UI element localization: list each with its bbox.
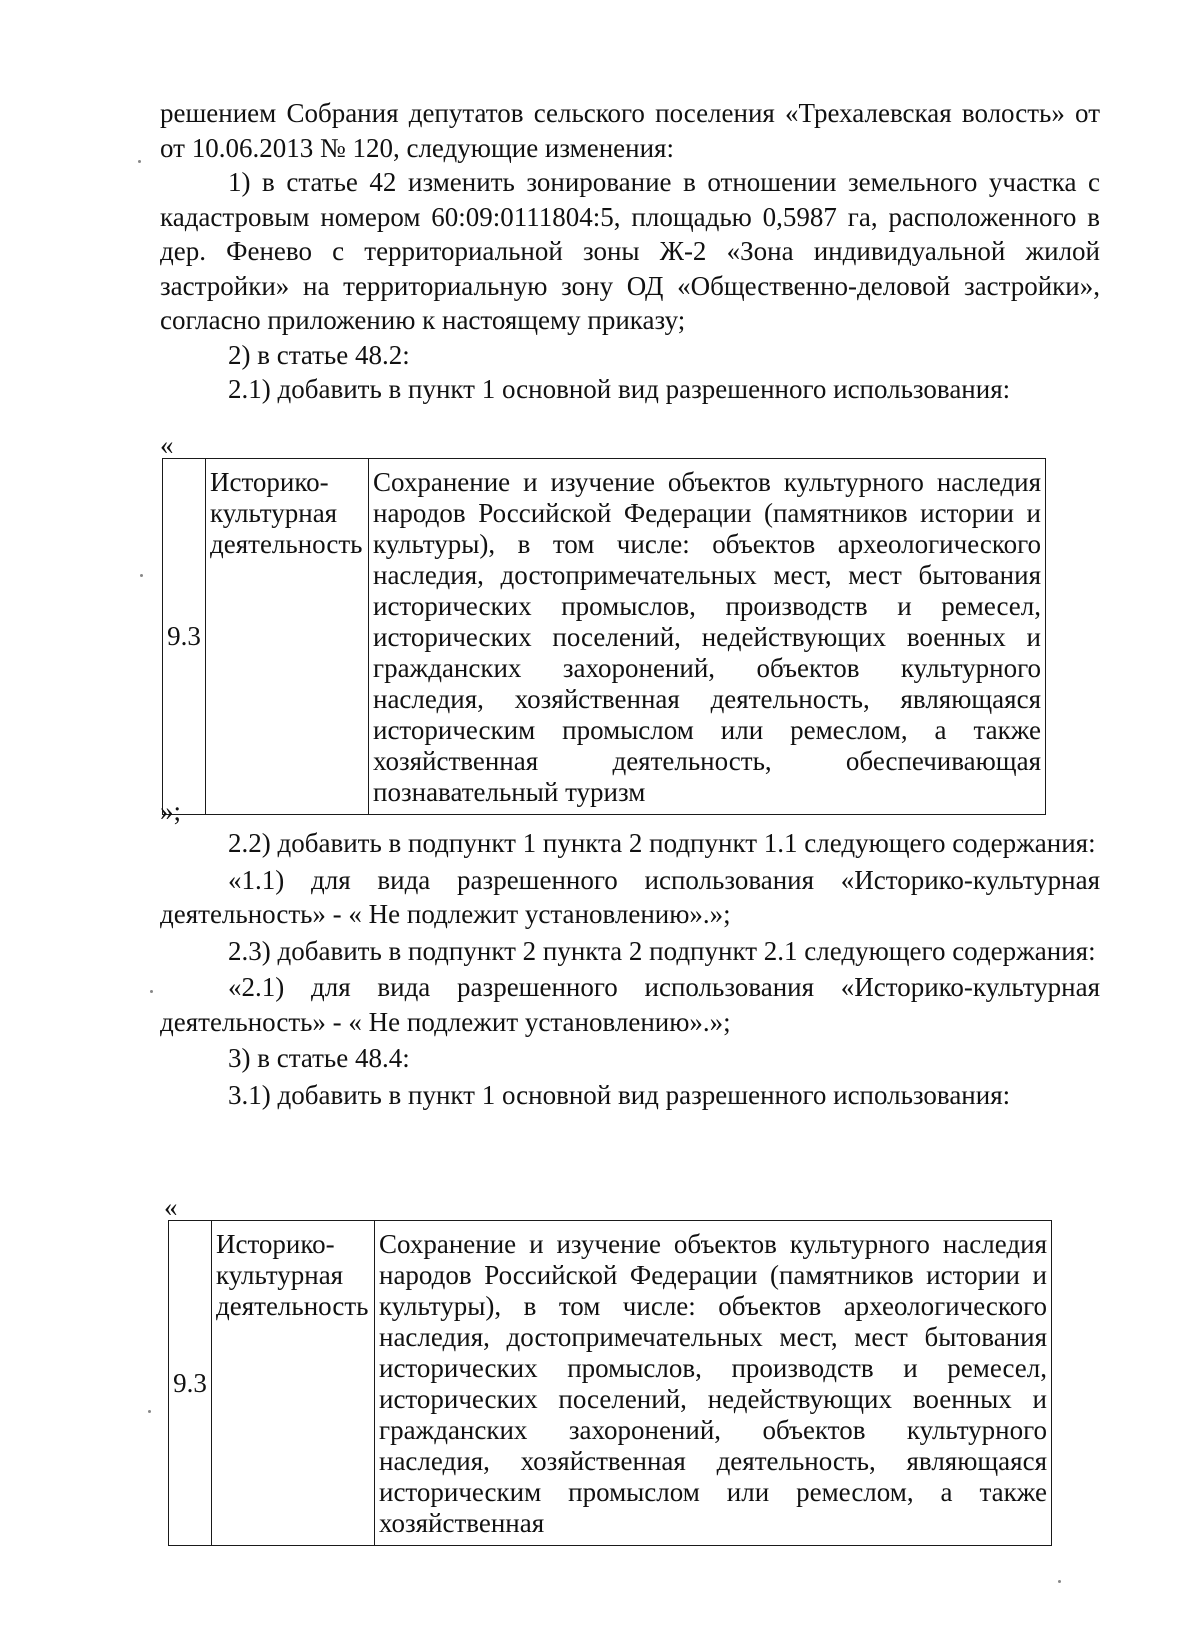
table-row <box>169 1221 1052 1546</box>
scan-speck <box>150 990 153 993</box>
table-cell-desc: Сохранение и изучение объектов культурного наследия народов Российской Федерации (памятников истории и культуры), в том числе: объектов археологического наследия, достопримечательных мест, мест бытования исторических промыслов, производств и ремесел, исторических поселений, недействующих военных и гражданских захоронений, объектов культурного наследия, хозяйственная деятельность, являющаяся историческим промыслом или ремеслом, а также хозяйственная <box>375 1221 1052 1546</box>
paragraph-item-2-3: 2.3) добавить в подпункт 2 пункта 2 подпункт 2.1 следующего содержания: <box>228 935 1096 966</box>
paragraph-item-2-2: 2.2) добавить в подпункт 1 пункта 2 подпункт 1.1 следующего содержания: <box>228 828 1096 858</box>
land-use-table-1 <box>162 458 1046 815</box>
table-cell-num: 9.3 <box>169 1221 212 1546</box>
table-cell-num: 9.3 <box>163 459 206 815</box>
quote-open-2-wrap <box>164 1192 178 1222</box>
intro-text-block <box>160 96 1100 407</box>
scan-speck <box>140 574 143 577</box>
scan-speck <box>148 1410 151 1413</box>
scan-speck <box>138 160 141 163</box>
scan-speck <box>1058 1580 1061 1583</box>
quote-open-1: « <box>160 430 174 460</box>
paragraph-item-3: 3) в статье 48.4: <box>228 1043 410 1073</box>
paragraph-item-2: 2) в статье 48.2: <box>228 339 410 370</box>
table-1-wrap <box>162 458 1046 815</box>
table-2-wrap <box>168 1220 1052 1546</box>
paragraph-item-1-1: «1.1) для вида разрешенного использования «Историко-культурная деятельность» - « Не подлежит установлению».»; <box>160 864 1100 929</box>
table-cell-name: Историко-культурная деятельность <box>206 459 369 815</box>
land-use-table-2 <box>168 1220 1052 1546</box>
table-row <box>163 459 1046 815</box>
paragraph-intro: решением Собрания депутатов сельского поселения «Трехалевская волость» от от 10.06.2013 № 120, следующие изменения: <box>160 98 1100 163</box>
quote-close-1-wrap <box>160 796 181 826</box>
paragraph-item-2-1-sub: «2.1) для вида разрешенного использования «Историко-культурная деятельность» - « Не подлежит установлению».»; <box>160 972 1100 1037</box>
quote-close-1: »; <box>160 796 182 826</box>
paragraph-item-2-1: 2.1) добавить в пункт 1 основной вид разрешенного использования: <box>228 374 1011 404</box>
table-cell-name: Историко-культурная деятельность <box>212 1221 375 1546</box>
table-cell-desc: Сохранение и изучение объектов культурного наследия народов Российской Федерации (памятников истории и культуры), в том числе: объектов археологического наследия, достопримечательных мест, мест бытования исторических промыслов, производств и ремесел, исторических поселений, недействующих военных и гражданских захоронений, объектов культурного наследия, хозяйственная деятельность, являющаяся историческим промыслом или ремеслом, а также хозяйственная деятельность, обеспечивающая познавательный туризм <box>369 459 1046 815</box>
middle-text-block <box>160 826 1100 1112</box>
paragraph-item-1: 1) в статье 42 изменить зонирование в отношении земельного участка с кадастровым номером 60:09:0111804:5, площадью 0,5987 га, расположенного в дер. Фенево с территориальной зоны Ж-2 «Зона индивидуальной жилой застройки» на территориальную зону ОД «Общественно-деловой застройки», согласно приложению к настоящему приказу; <box>160 167 1100 335</box>
paragraph-item-3-1: 3.1) добавить в пункт 1 основной вид разрешенного использования: <box>228 1079 1011 1110</box>
quote-open-1-wrap <box>160 430 174 460</box>
quote-open-2: « <box>164 1192 178 1222</box>
